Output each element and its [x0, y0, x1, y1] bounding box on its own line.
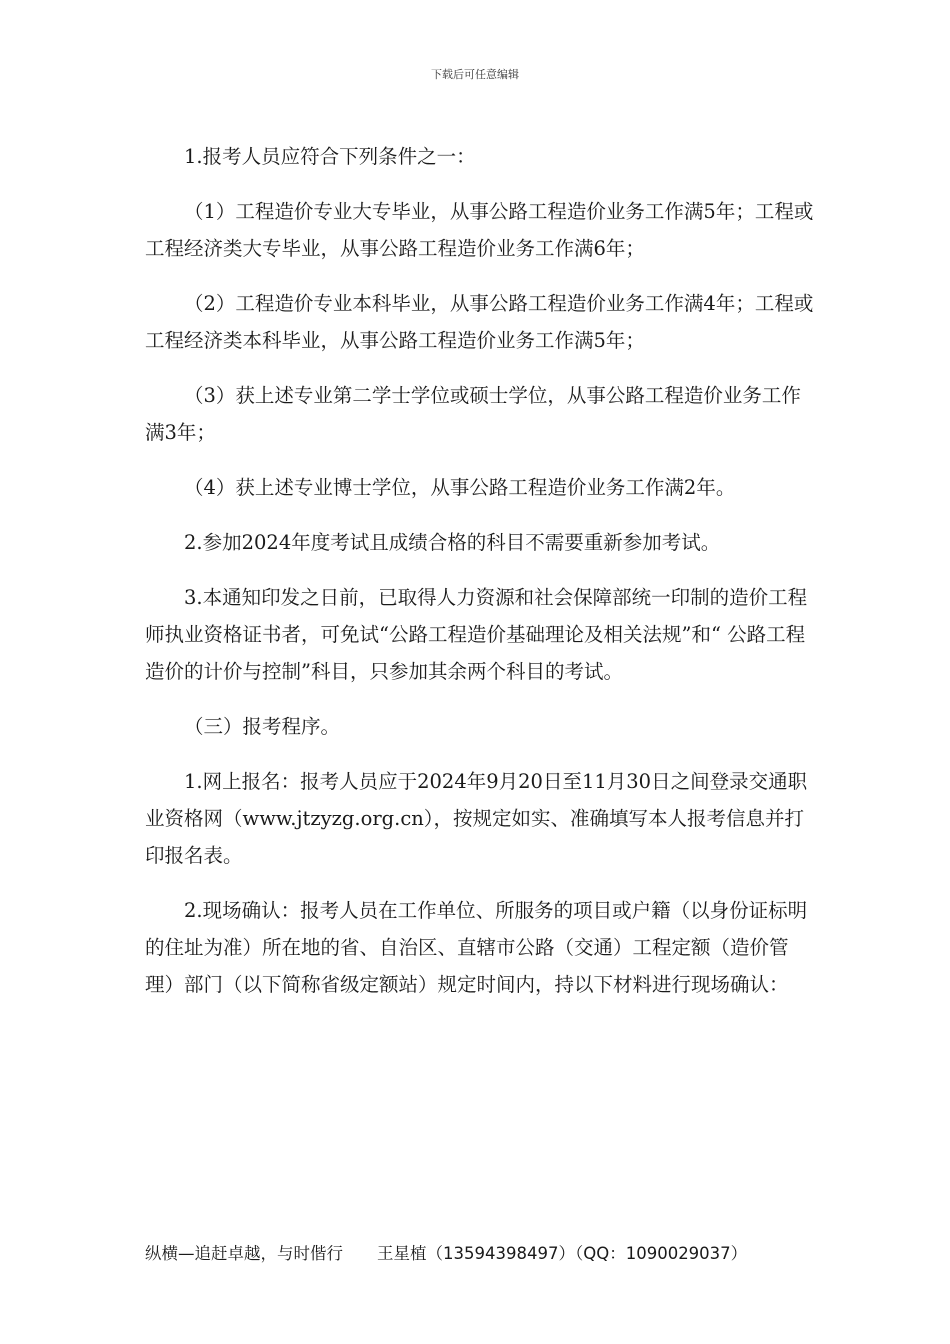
paragraph-exemption: 3.本通知印发之日前，已取得人力资源和社会保障部统一印制的造价工程师执业资格证书者，可免试“公路工程造价基础理论及相关法规”和“ 公路工程造价的计价与控制”科目，只参加其余两个科目的考试。 [145, 586, 808, 683]
page-header: 下载后可任意编辑 [431, 68, 519, 81]
paragraph-condition-1: （1）工程造价专业大专毕业，从事公路工程造价业务工作满5年；工程或工程经济类大专毕业，从事公路工程造价业务工作满6年； [145, 200, 814, 260]
paragraph-condition-intro: 1.报考人员应符合下列条件之一： [184, 145, 476, 168]
paragraph-online-registration: 1.网上报名：报考人员应于2024年9月20日至11月30日之间登录交通职业资格网（www.jtzyzg.org.cn），按规定如实、准确填写本人报考信息并打印报名表。 [145, 770, 808, 867]
footer-contact: 王星植（13594398497）（QQ：1090029037） [377, 1244, 748, 1263]
document-body [145, 138, 815, 1021]
paragraph-condition-3: （3）获上述专业第二学士学位或硕士学位，从事公路工程造价业务工作满3年； [145, 384, 801, 444]
paragraph-condition-2: （2）工程造价专业本科毕业，从事公路工程造价业务工作满4年；工程或工程经济类本科毕业，从事公路工程造价业务工作满5年； [145, 292, 814, 352]
footer-slogan: 纵横—追赶卓越，与时偕行 [145, 1244, 343, 1263]
page-footer [145, 1240, 845, 1264]
paragraph-condition-4: （4）获上述专业博士学位，从事公路工程造价业务工作满2年。 [184, 476, 736, 499]
paragraph-exam-retain: 2.参加2024年度考试且成绩合格的科目不需要重新参加考试。 [184, 531, 721, 554]
paragraph-onsite-confirmation: 2.现场确认：报考人员在工作单位、所服务的项目或户籍（以身份证标明的住址为准）所在地的省、自治区、直辖市公路（交通）工程定额（造价管理）部门（以下简称省级定额站）规定时间内，持以下材料进行现场确认： [145, 899, 808, 996]
section-heading-procedure: （三）报考程序。 [184, 715, 341, 738]
